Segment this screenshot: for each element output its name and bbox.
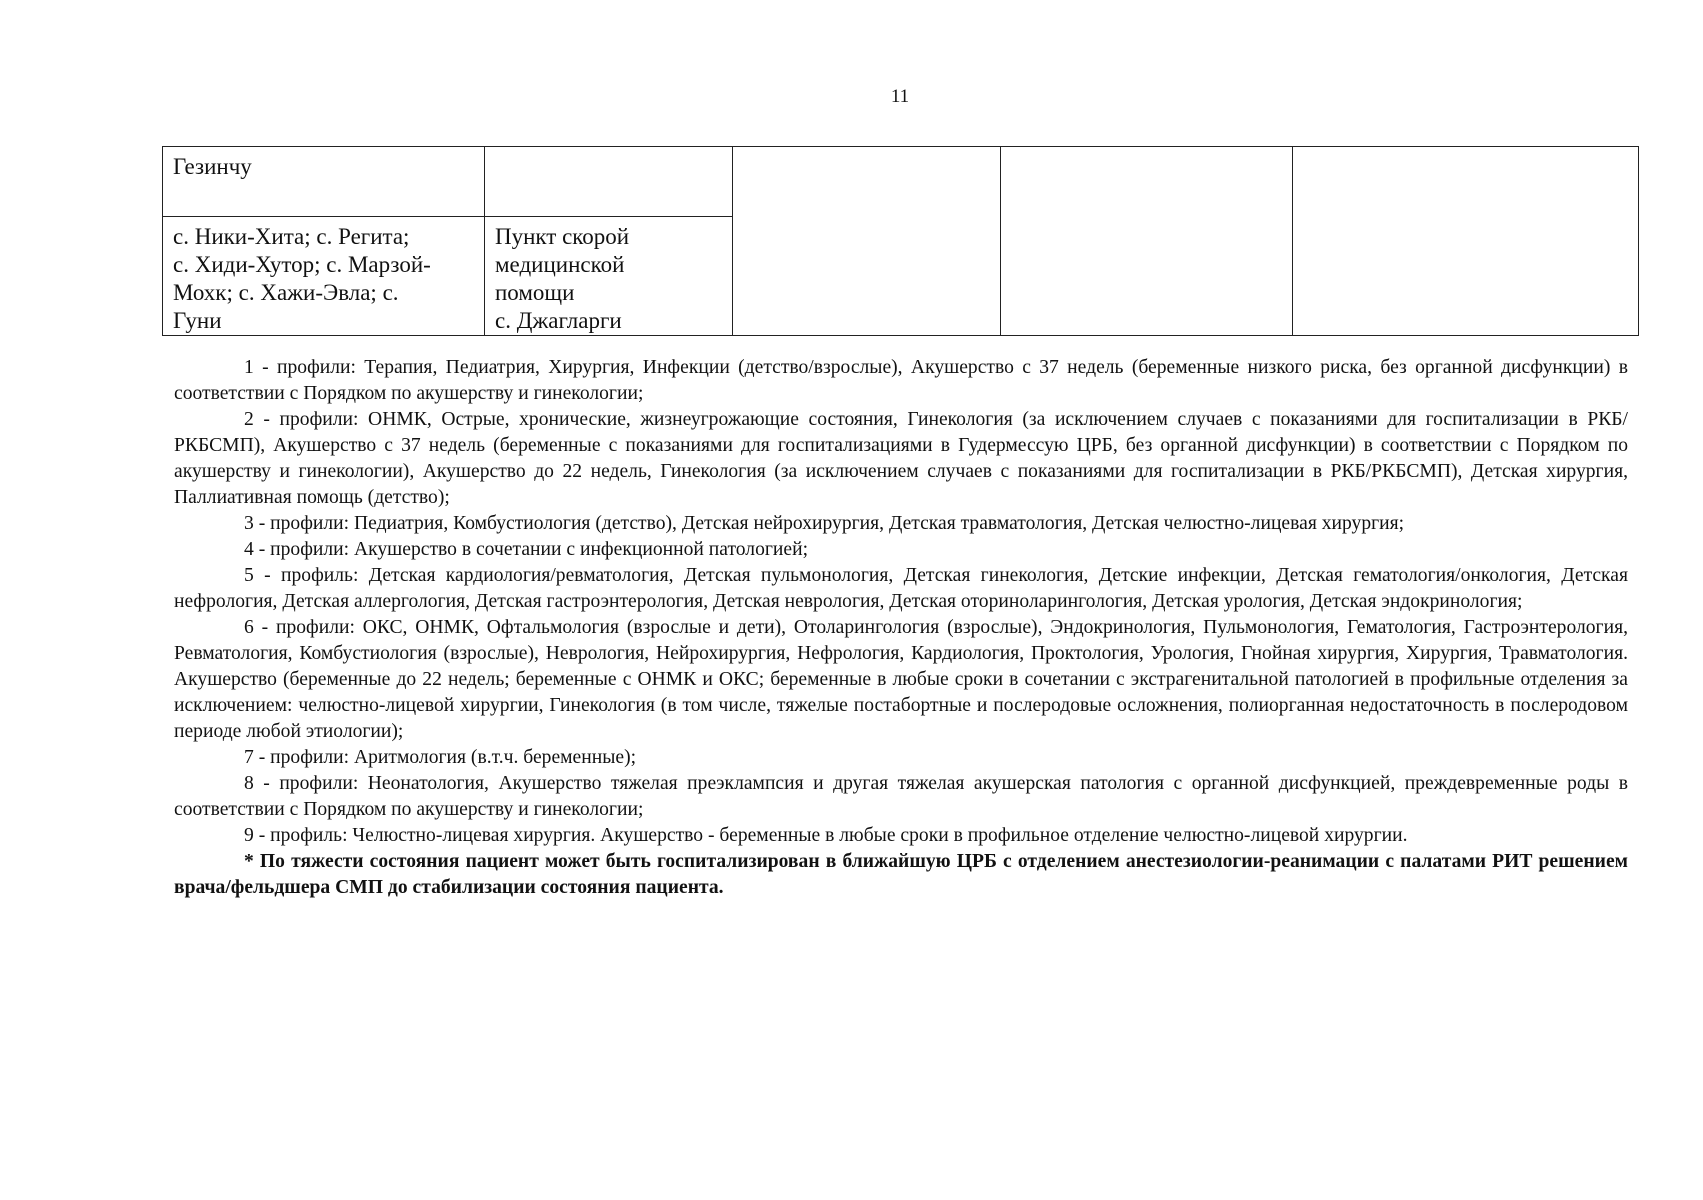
bold-footnote: * По тяжести состояния пациент может быть госпитализирован в ближайшую ЦРБ с отделением анестезиологии-реанимации с палатами РИТ решением врача/фельдшера СМП до стабилизации состояния пациента. (174, 851, 1628, 898)
profile-notes (174, 355, 1628, 901)
medical-point-line: медицинской (495, 252, 625, 277)
settlement-line: Гуни (173, 308, 222, 333)
note-paragraph-3: 3 - профили: Педиатрия, Комбустиология (детство), Детская нейрохирургия, Детская травматология, Детская челюстно-лицевая хирургия; (244, 513, 1405, 534)
settlement-line: с. Хиди-Хутор; с. Марзой- (173, 252, 431, 277)
table-row (163, 147, 1639, 217)
note-paragraph-1: 1 - профили: Терапия, Педиатрия, Хирургия, Инфекции (детство/взрослые), Акушерство с 37 недель (беременные низкого риска, без органной дисфункции) в соответствии с Порядком по акушерству и гинекологии; (174, 357, 1628, 404)
note-paragraph-7: 7 - профили: Аритмология (в.т.ч. беременные); (244, 747, 637, 768)
routing-table (162, 146, 1639, 336)
settlement-cell: Гезинчу (163, 147, 485, 217)
settlement-line: с. Ники-Хита; с. Регита; (173, 224, 410, 249)
medical-point-cell (485, 217, 733, 336)
medical-point-cell (485, 147, 733, 217)
medical-point-line: помощи (495, 280, 575, 305)
settlement-cell (163, 217, 485, 336)
medical-point-line: Пункт скорой (495, 224, 630, 249)
settlement-line: Мохк; с. Хажи-Эвла; с. (173, 280, 399, 305)
medical-point-line: с. Джагларги (495, 308, 622, 333)
note-paragraph-9: 9 - профиль: Челюстно-лицевая хирургия. Акушерство - беременные в любые сроки в профильное отделение челюстно-лицевой хирургии. (244, 825, 1408, 846)
note-paragraph-6: 6 - профили: ОКС, ОНМК, Офтальмология (взрослые и дети), Отоларингология (взрослые), Эндокринология, Пульмонология, Гематология, Гастроэнтерология, Ревматология, Комбустиология (взрослые), Неврология, Нейрохирургия, Нефрология, Кардиология, Проктология, Урология, Гнойная хирургия, Хирургия, Травматология. Акушерство (беременные до 22 недель; беременные с ОНМК и ОКС; беременные в любые сроки в сочетании с экстрагенитальной патологией в профильные отделения за исключением: челюстно-лицевой хирургии, Гинекология (в том числе, тяжелые постабортные и послеродовые осложнения, полиорганная недостаточность в послеродовом периоде любой этиологии); (174, 617, 1628, 742)
table-cell-col4 (1001, 147, 1293, 336)
table-cell-col5 (1293, 147, 1639, 336)
table-cell-col3 (733, 147, 1001, 336)
note-paragraph-4: 4 - профили: Акушерство в сочетании с инфекционной патологией; (244, 539, 809, 560)
note-paragraph-5: 5 - профиль: Детская кардиология/ревматология, Детская пульмонология, Детская гинекология, Детские инфекции, Детская гематология/онкология, Детская нефрология, Детская аллергология, Детская гастроэнтерология, Детская неврология, Детская оториноларингология, Детская урология, Детская эндокринология; (174, 565, 1628, 612)
note-paragraph-8: 8 - профили: Неонатология, Акушерство тяжелая преэклампсия и другая тяжелая акушерская патология с органной дисфункцией, преждевременные роды в соответствии с Порядком по акушерству и гинекологии; (174, 773, 1628, 820)
page-number: 11 (890, 86, 910, 107)
note-paragraph-2: 2 - профили: ОНМК, Острые, хронические, жизнеугрожающие состояния, Гинекология (за исключением случаев с показаниями для госпитализации в РКБ/РКБСМП), Акушерство с 37 недель (беременные с показаниями для госпитализациями в Гудермессую ЦРБ, без органной дисфункции) в соответствии с Порядком по акушерству и гинекологии), Акушерство до 22 недель, Гинекология (за исключением случаев с показаниями для госпитализации в РКБ/РКБСМП), Детская хирургия, Паллиативная помощь (детство); (174, 409, 1628, 508)
